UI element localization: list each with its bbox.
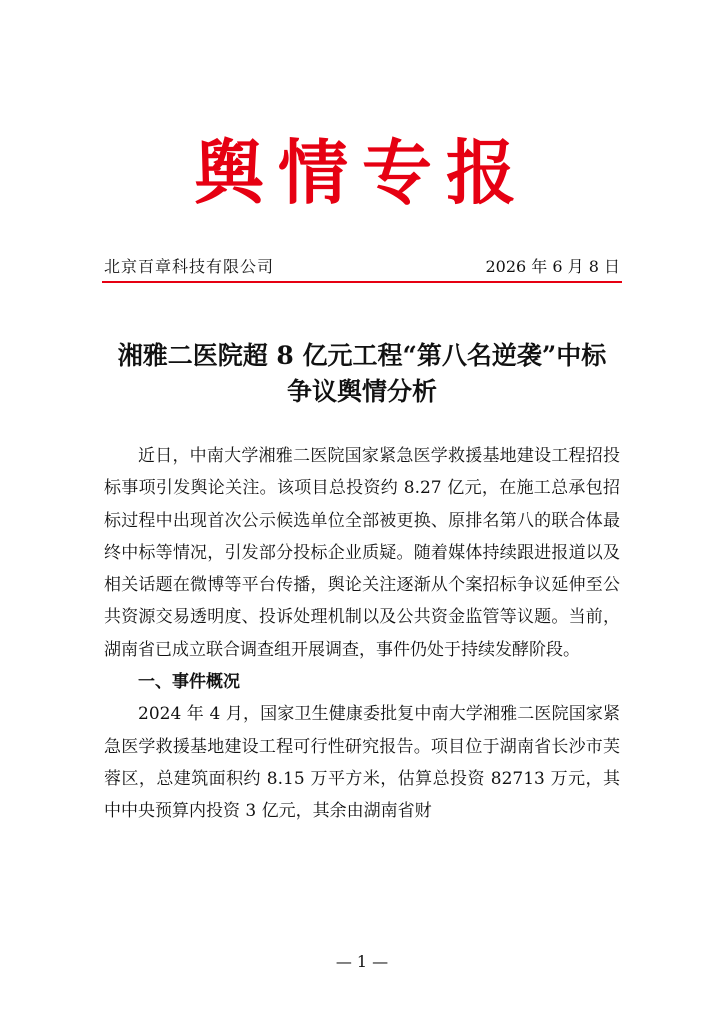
article-title xyxy=(90,338,634,410)
issue-date: 2026 年 6 月 8 日 xyxy=(485,257,620,276)
intro-paragraph: 近日，中南大学湘雅二医院国家紧急医学救援基地建设工程招投标事项引发舆论关注。该项目总投资约 8.27 亿元，在施工总承包招标过程中出现首次公示候选单位全部被更换、原排名第八的联合体最终中标等情况，引发部分投标企业质疑。随着媒体持续跟进报道以及相关话题在微博等平台传播，舆论关注逐渐从个案招标争议延伸至公共资源交易透明度、投诉处理机制以及公共资金监管等议题。当前，湖南省已成立联合调查组开展调查，事件仍处于持续发酵阶段。 xyxy=(104,446,620,660)
section-paragraph: 2024 年 4 月，国家卫生健康委批复中南大学湘雅二医院国家紧急医学救援基地建设工程可行性研究报告。项目位于湖南省长沙市芙蓉区，总建筑面积约 8.15 万平方米，估算总投资 82713 万元，其中中央预算内投资 3 亿元，其余由湖南省财 xyxy=(104,704,620,822)
article-body xyxy=(104,440,620,828)
article-title-line-2: 争议舆情分析 xyxy=(286,377,437,406)
red-divider xyxy=(102,281,622,283)
masthead-title: 舆情专报 xyxy=(194,131,530,214)
company-name: 北京百章科技有限公司 xyxy=(104,257,275,276)
article-title-line-1: 湘雅二医院超 8 亿元工程“第八名逆袭”中标 xyxy=(117,341,607,370)
section-heading: 一、事件概况 xyxy=(138,672,240,693)
page-number: — 1 — xyxy=(335,952,389,971)
